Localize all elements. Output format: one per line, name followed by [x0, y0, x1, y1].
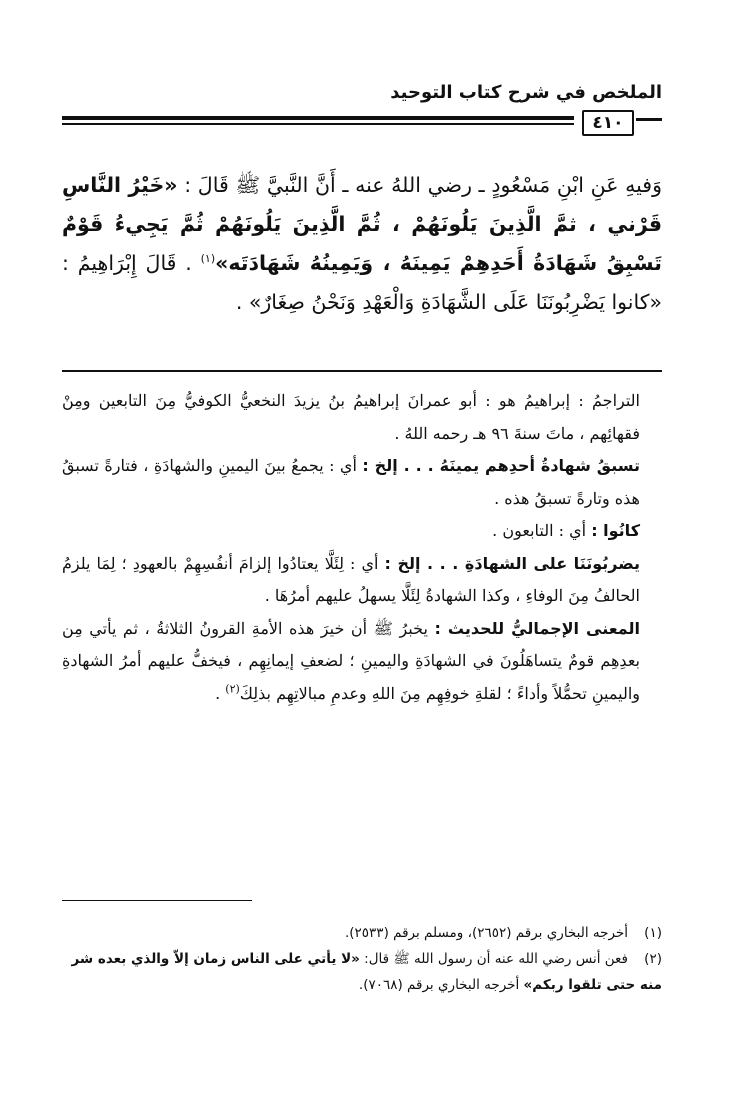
hadith-quote: «خَيْرُ النَّاسِ قَرْني ، ثمَّ الَّذِينَ يَلُونَهُمْ ، ثُمَّ الَّذِينَ يَلُونَهُمْ ثُمَّ يَجِيءُ قَوْمٌ تَسْبِقُ شَهَادَةُ أَحَدِهِمْ يَمِينَهُ ، وَيَمِينُهُ شَهَادَتَه»: [62, 173, 662, 275]
header-rule-thin: [62, 123, 574, 125]
header-rule: [62, 112, 662, 138]
footnote-rule: [62, 900, 252, 901]
note-tarajim: [62, 385, 662, 450]
section-divider: [62, 370, 662, 372]
header-rule-short: [636, 118, 662, 121]
note-general-meaning: [62, 613, 662, 711]
gloss-1-text: أي : يجمعُ بينَ اليمينِ والشهادَةِ ، فتارةً تسبقُ هذه وتارةً تسبقُ هذه .: [62, 456, 640, 508]
tarajim-label: التراجمُ :: [578, 391, 640, 410]
gloss-2-text: أي : التابعون .: [492, 521, 587, 540]
footnote-1-number: (١): [644, 925, 662, 941]
footnote-marker-2: (٢): [225, 682, 240, 696]
footnote-1: [62, 920, 662, 946]
hadith-text: [62, 166, 662, 322]
footnotes: [62, 920, 662, 998]
running-title: الملخص في شرح كتاب التوحيد: [390, 82, 662, 103]
footnote-2-number: (٢): [644, 951, 662, 967]
hadith-intro: وَفيهِ عَنِ ابْنِ مَسْعُودٍ ـ رضي اللهُ عنه ـ أَنَّ النَّبيَّ ﷺ قَالَ :: [184, 173, 662, 197]
header-rule-thick: [62, 116, 574, 120]
gloss-3-text: أي : لِئَلَّا يعتادُوا إلزامَ أنفُسِهِمْ بالعهودِ ؛ لِمَا يلزمُ الحالفُ مِنَ الوفاءِ ، وكذا الشهادةُ لِئَلَّا يسهلُ عليهم أمرُهَا .: [62, 553, 640, 605]
meaning-label: المعنى الإجماليُّ للحديث :: [434, 618, 641, 638]
ibrahim-label: . قَالَ إِبْرَاهِيمُ :: [62, 251, 192, 275]
note-gloss-3: [62, 548, 662, 613]
note-gloss-1: [62, 450, 662, 515]
footnote-2-text-c: أخرجه البخاري برقم (٧٠٦٨).: [358, 977, 520, 993]
page-number: ٤١٠: [582, 110, 634, 136]
ibrahim-quote: «كانوا يَضْرِبُونَنَا عَلَى الشَّهَادَةِ وَالْعَهْدِ وَنَحْنُ صِغَارٌ» .: [235, 290, 662, 314]
note-gloss-2: [62, 515, 662, 548]
meaning-end: .: [215, 683, 226, 703]
footnote-1-text: أخرجه البخاري برقم (٢٦٥٢)، ومسلم برقم (٢٥٣٣).: [344, 925, 628, 941]
footnote-2-text-a: فعن أنس رضي الله عنه أن رسول الله ﷺ قال:: [364, 951, 628, 967]
tarajim-text: إبراهيمُ هو : أبو عمرانَ إبراهيمُ بنُ يزيدَ النخعيُّ الكوفيُّ مِنَ التابعين ومِنْ فقهائِهم ، ماتَ سنةَ ٩٦ هـ رحمه اللهُ .: [62, 391, 640, 443]
gloss-3-term: يضربُونَنَا على الشهادَةِ . . . إلخ :: [384, 553, 640, 573]
footnote-marker-1: (١): [200, 252, 216, 266]
footnote-2: [62, 946, 662, 998]
gloss-1-term: تسبقُ شهادةُ أحدِهم يمينَهُ . . . إلخ :: [362, 456, 641, 475]
footnote-2-quote: «لا يأتي على الناس زمان إلاّ والذي بعده شر منه حتى تلقوا ربكم»: [71, 951, 662, 993]
explanation-notes: [62, 385, 662, 710]
gloss-2-term: كانُوا :: [591, 521, 640, 540]
meaning-text: يخبرُ ﷺ أن خيرَ هذه الأمةِ القرونُ الثلاثةُ ، ثم يأتي مِن بعدِهِم قومٌ يتساهَلُونَ في الشهادَةِ واليمينِ ؛ لضعفِ إيمانِهِم ، فيخفُّ عليهم أمرُ الشهادةِ واليمينِ تحمُّلاً وأداءً ؛ لقلةِ خوفِهِم مِنَ اللهِ وعدمِ مبالاتِهِم بذلِكَ: [62, 618, 640, 703]
